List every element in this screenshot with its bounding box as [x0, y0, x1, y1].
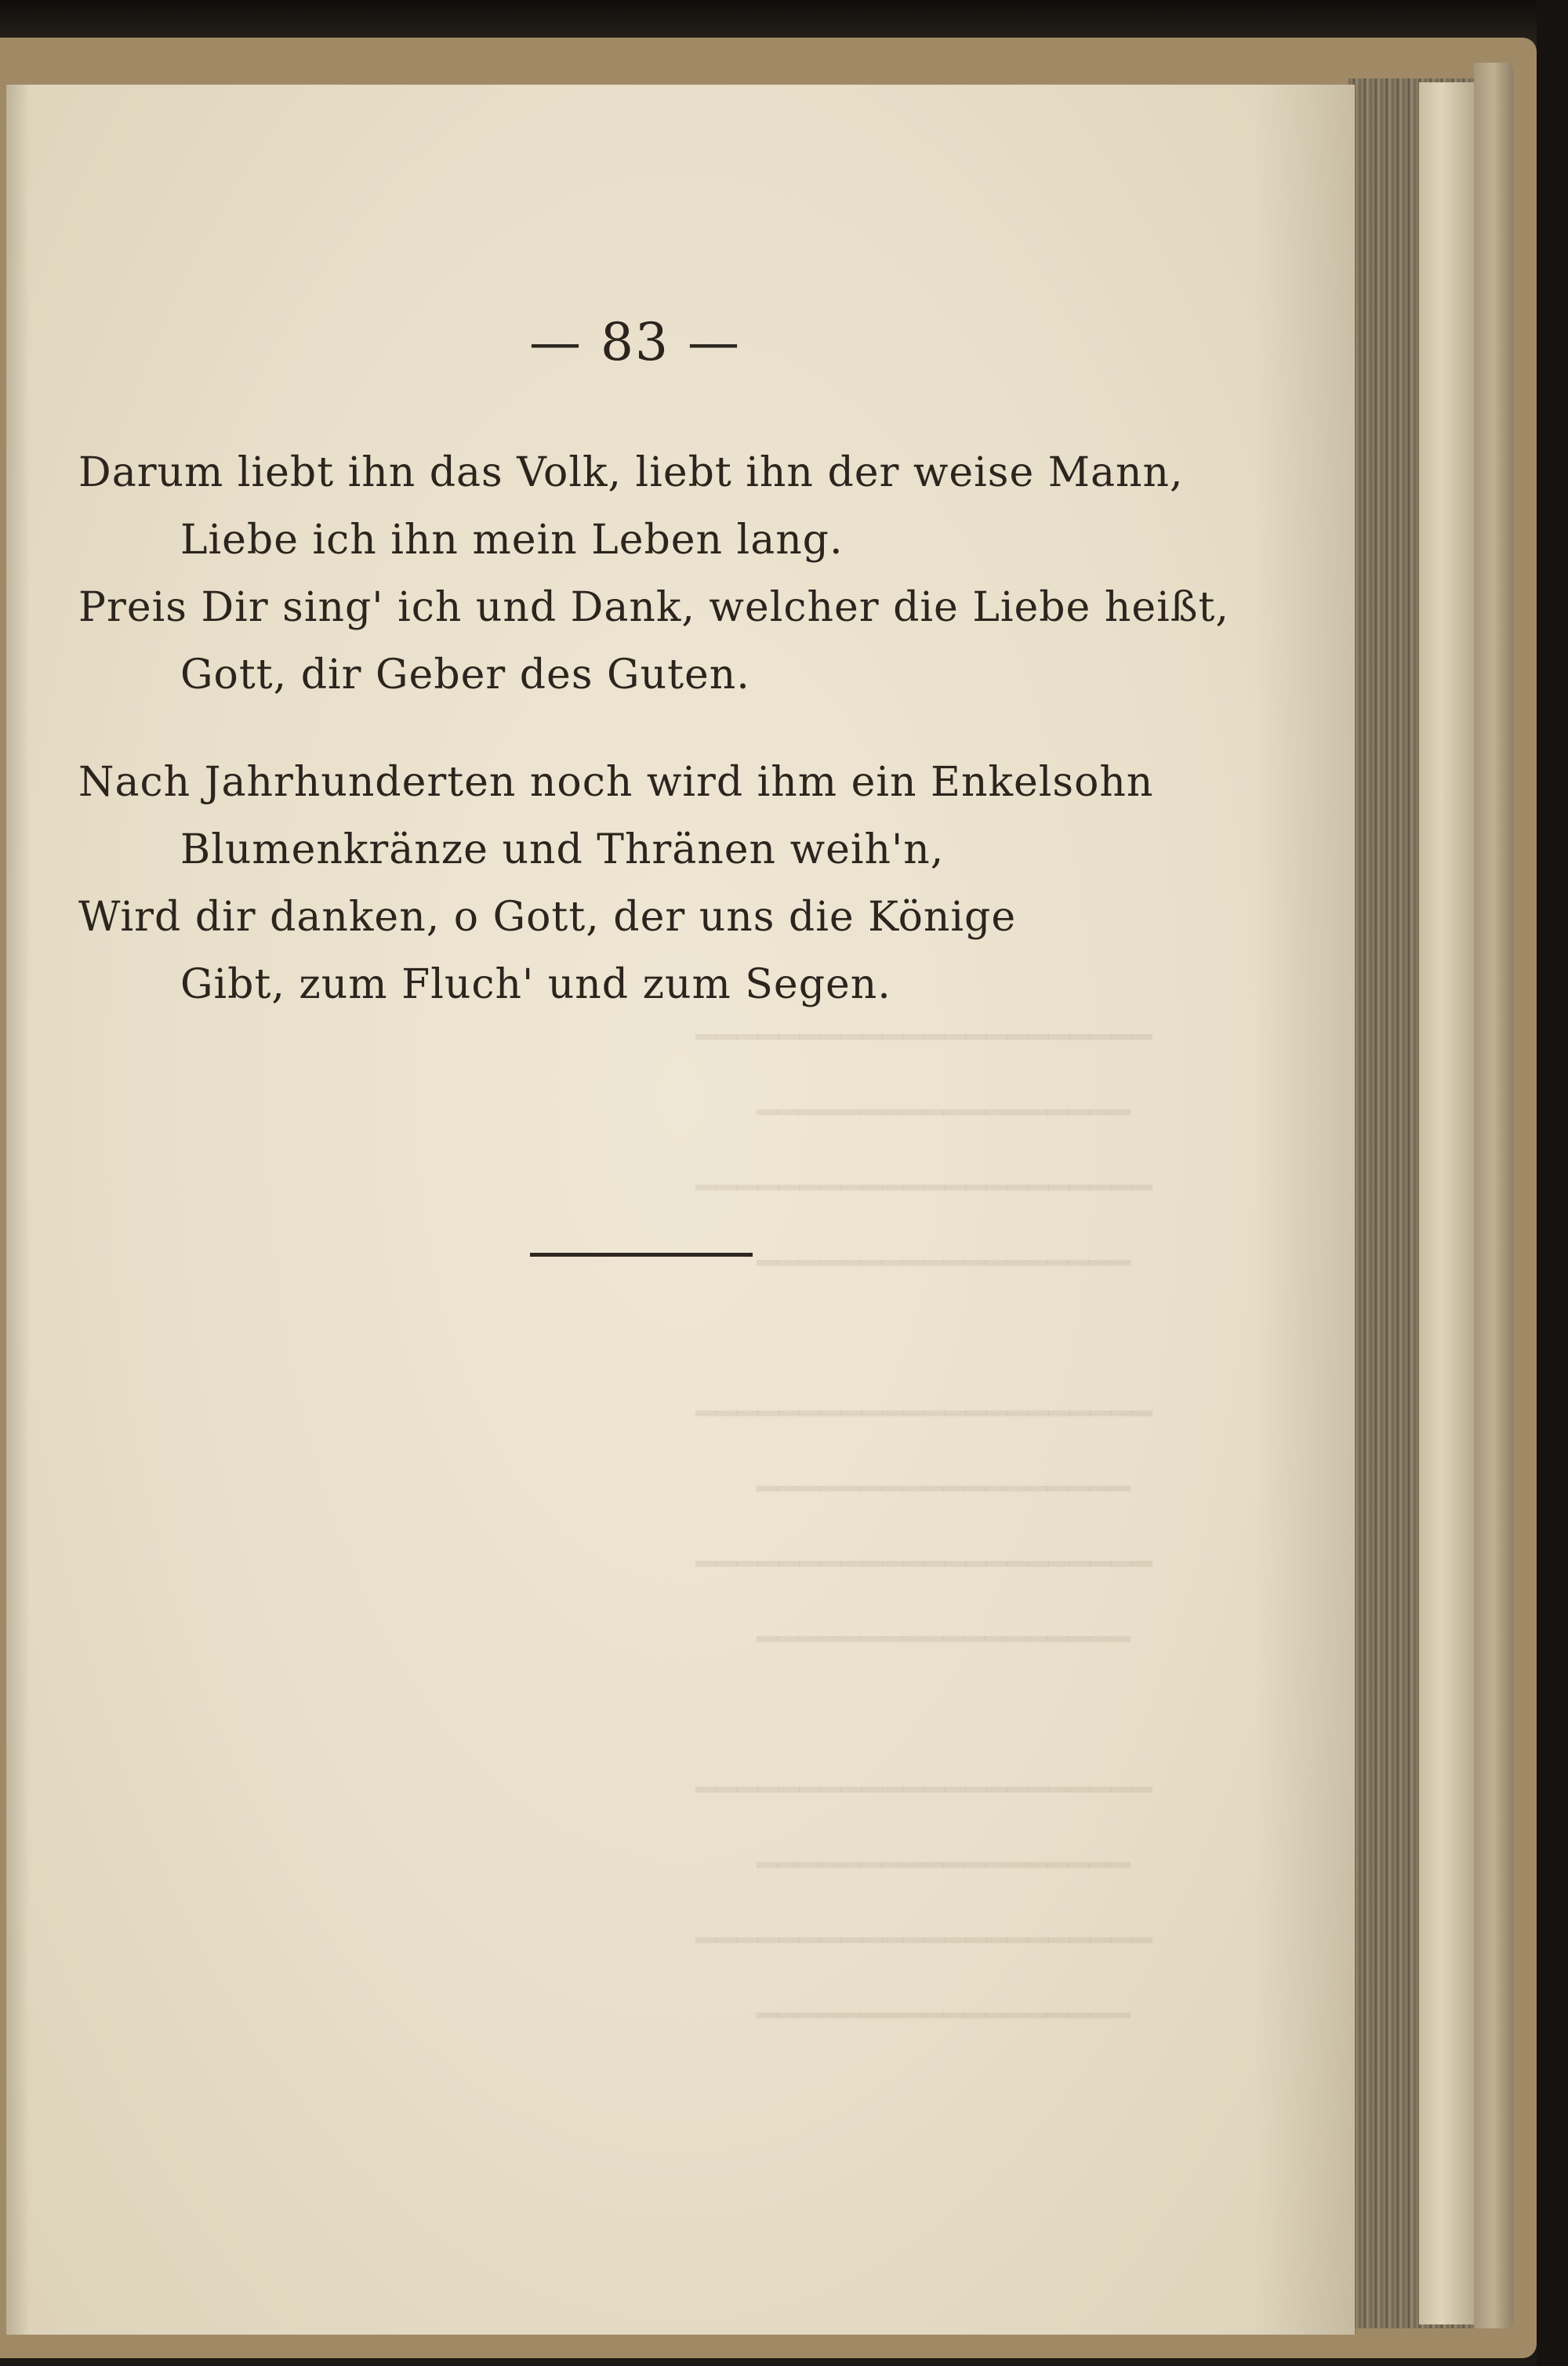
- page-number: — 83 —: [529, 312, 741, 372]
- show-through-texture: ━━━━━━━━━━━━━━━━━━━━━━ ━━━━━━━━━━━━━━━━━━ ━━━━━━━━━━━━━━━━━━━━━━ ━━━━━━━━━━━━━━━━━━ ━━━━━━━━━━━━━━━━━━━━━━ ━━━━━━━━━━━━━━━━━━ ━━━━━━━━━━━━━━━━━━━━━━ ━━━━━━━━━━━━━━━━━━ ━━━━━━━━━━━━━━━━━━━━━━ ━━━━━━━━━━━━━━━━━━ ━━━━━━━━━━━━━━━━━━━━━━ ━━━━━━━━━━━━━━━━━━: [695, 1018, 1152, 2036]
- scan-background-right: [1537, 0, 1568, 2366]
- verse-line: Gibt, zum Fluch' und zum Segen.: [180, 961, 891, 1008]
- cover-edge: [1474, 63, 1513, 2328]
- gutter-shadow: [6, 85, 30, 2335]
- verse-line: Liebe ich ihn mein Leben lang.: [180, 517, 844, 564]
- end-rule-divider: [530, 1253, 753, 1257]
- stanza: [78, 749, 1215, 1018]
- page-block-highlight: [1419, 82, 1474, 2324]
- stanza: [78, 439, 1229, 709]
- page-edge-shadow: [1254, 85, 1356, 2335]
- verse-line: Wird dir danken, o Gott, der uns die Könige: [78, 894, 1017, 941]
- verse-line: Blumenkränze und Thränen weih'n,: [180, 826, 945, 873]
- verse-line: Gott, dir Geber des Guten.: [180, 651, 750, 699]
- verse-line: Nach Jahrhunderten noch wird ihm ein Enkelsohn: [78, 759, 1154, 806]
- verse-line: Preis Dir sing' ich und Dank, welcher die Liebe heißt,: [78, 584, 1229, 631]
- verse-line: Darum liebt ihn das Volk, liebt ihn der weise Mann,: [78, 449, 1184, 496]
